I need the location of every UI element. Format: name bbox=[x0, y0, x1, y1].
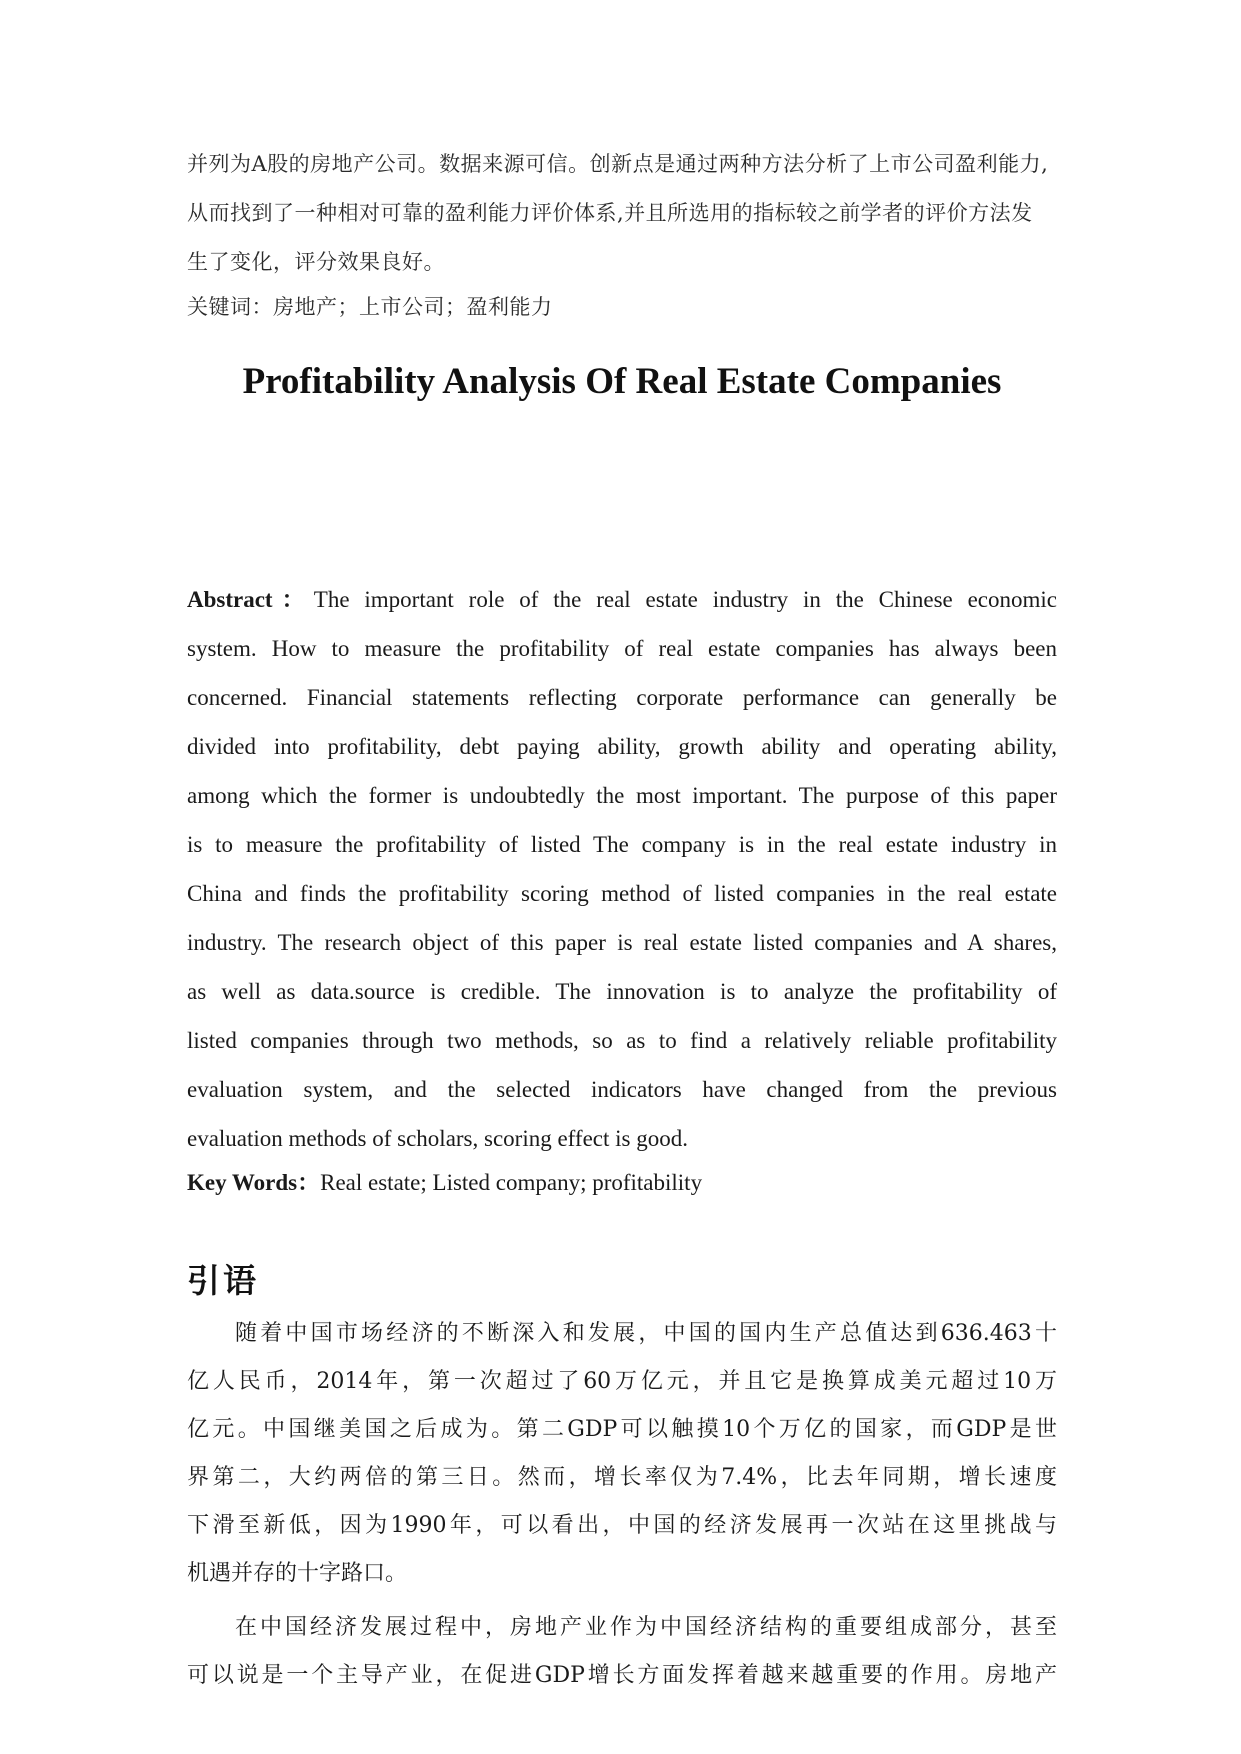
paragraph bbox=[187, 1310, 1057, 1598]
english-keywords-value: Real estate; Listed company; profitability bbox=[320, 1170, 703, 1195]
text-line: evaluation system, and the selected indicators have changed from the previous bbox=[187, 1077, 1057, 1102]
text-line: 下滑至新低，因为1990年，可以看出，中国的经济发展再一次站在这里挑战与 bbox=[187, 1513, 1057, 1538]
chinese-keywords-label: 关键词： bbox=[187, 295, 273, 319]
chinese-keywords-value: 房地产；上市公司；盈利能力 bbox=[273, 295, 553, 319]
text-line: listed companies through two methods, so as to find a relatively reliable profitability bbox=[187, 1028, 1057, 1053]
chinese-keywords bbox=[187, 287, 1057, 327]
abstract-label: Abstract： bbox=[187, 587, 314, 612]
text-line: 从而找到了一种相对可靠的盈利能力评价体系,并且所选用的指标较之前学者的评价方法发 bbox=[187, 201, 1033, 225]
text-line: 亿元。中国继美国之后成为。第二GDP可以触摸10个万亿的国家，而GDP是世 bbox=[187, 1417, 1057, 1442]
text-line: 可以说是一个主导产业，在促进GDP增长方面发挥着越来越重要的作用。房地产 bbox=[187, 1663, 1057, 1688]
english-keywords-label: Key Words： bbox=[187, 1170, 321, 1195]
text-line: industry. The research object of this paper is real estate listed companies and A shares, bbox=[187, 930, 1057, 955]
section-body bbox=[187, 1310, 1057, 1700]
english-abstract bbox=[187, 575, 1057, 1203]
text-line: 在中国经济发展过程中，房地产业作为中国经济结构的重要组成部分，甚至 bbox=[235, 1615, 1057, 1640]
text-line: 亿人民币，2014年，第一次超过了60万亿元，并且它是换算成美元超过10万 bbox=[187, 1369, 1057, 1394]
text-line: concerned. Financial statements reflecting corporate performance can generally be bbox=[187, 685, 1057, 710]
text-line: 界第二，大约两倍的第三日。然而，增长率仅为7.4%，比去年同期，增长速度 bbox=[187, 1465, 1057, 1490]
paragraph bbox=[187, 1604, 1057, 1700]
text-line: 机遇并存的十字路口。 bbox=[187, 1561, 408, 1586]
text-line: system. How to measure the profitability of real estate companies has always been bbox=[187, 636, 1057, 661]
chinese-abstract-tail bbox=[187, 140, 1057, 287]
text-line: 生了变化，评分效果良好。 bbox=[187, 250, 445, 274]
abstract-line-text: The important role of the real estate industry in the Chinese economic bbox=[313, 587, 1057, 612]
text-line: among which the former is undoubtedly the most important. The purpose of this paper bbox=[187, 783, 1057, 808]
text-line: evaluation methods of scholars, scoring effect is good. bbox=[187, 1126, 688, 1151]
section-heading: 引语 bbox=[187, 1261, 259, 1300]
text-line: 并列为A股的房地产公司。数据来源可信。创新点是通过两种方法分析了上市公司盈利能力, bbox=[187, 152, 1049, 176]
text-line: 随着中国市场经济的不断深入和发展，中国的国内生产总值达到636.463十 bbox=[235, 1321, 1057, 1346]
text-line: is to measure the profitability of listed The company is in the real estate industry in bbox=[187, 832, 1057, 857]
text-line: divided into profitability, debt paying ability, growth ability and operating ability, bbox=[187, 734, 1057, 759]
english-title: Profitability Analysis Of Real Estate Companies bbox=[242, 361, 1002, 402]
document-page bbox=[187, 140, 1057, 1688]
text-line bbox=[187, 575, 1057, 624]
text-line: as well as data.source is credible. The innovation is to analyze the profitability of bbox=[187, 979, 1057, 1004]
text-line: China and finds the profitability scoring method of listed companies in the real estate bbox=[187, 881, 1057, 906]
english-keywords bbox=[187, 1163, 1057, 1203]
